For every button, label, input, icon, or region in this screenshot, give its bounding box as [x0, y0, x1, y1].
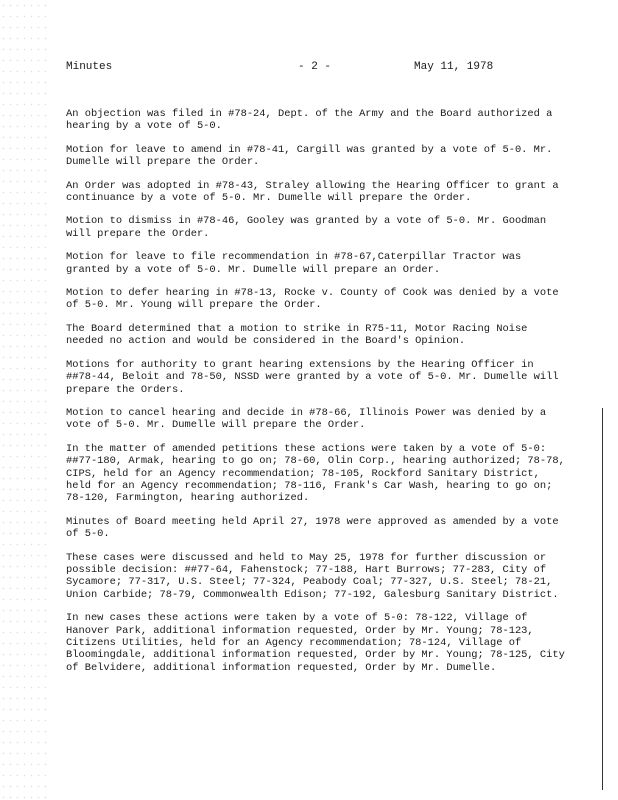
paragraph-4: Motion to dismiss in #78-46, Gooley was granted by a vote of 5-0. Mr. Goodman will prepare the Order.	[66, 215, 547, 240]
minutes-body	[66, 108, 571, 685]
paragraph-3: An Order was adopted in #78-43, Straley allowing the Hearing Officer to grant a continuance by a vote of 5-0. Mr. Dumelle will prepare the Order.	[66, 179, 559, 205]
paragraph-11: Minutes of Board meeting held April 27, 1978 were approved as amended by a vote of 5-0.	[66, 515, 559, 541]
paragraph-6: Motion to defer hearing in #78-13, Rocke v. County of Cook was denied by a vote of 5-0. Mr. Young will prepare the Order.	[66, 287, 559, 312]
page-number: - 2 -	[298, 61, 332, 73]
paragraph-7: The Board determined that a motion to strike in R75-11, Motor Racing Noise needed no action and would be considered in the Board's Opinion.	[66, 322, 528, 348]
page-header	[66, 60, 506, 74]
paragraph-5: Motion for leave to file recommendation in #78-67,Caterpillar Tractor was granted by a vote of 5-0. Mr. Dumelle will prepare an Order.	[66, 251, 522, 276]
paragraph-2: Motion for leave to amend in #78-41, Cargill was granted by a vote of 5-0. Mr. Dumelle will prepare the Order.	[66, 143, 553, 169]
paragraph-13: In new cases these actions were taken by a vote of 5-0: 78-122, Village of Hanover Park, additional information requested, Order by Mr. Young; 78-123, Citizens Utilities, held for an Agency recommendation; 78-124, Village of Bloomingdale, additional information requested, Order by Mr. Young; 78-125, City of Belvidere, additional information requested, Order by Mr. Dumelle.	[66, 612, 565, 674]
header-title: Minutes	[66, 61, 113, 73]
paragraph-12: These cases were discussed and held to May 25, 1978 for further discussion or possible decision: ##77-64, Fahenstock; 77-188, Hart Burrows; 77-283, City of Sycamore; 77-317, U.S. Steel; 77-324, Peabody Coal; 77-327, U.S. Steel; 78-21, Union Carbide; 78-79, Commonwealth Edison; 77-192, Galesburg Sanitary District.	[66, 551, 559, 601]
paragraph-8: Motions for authority to grant hearing extensions by the Hearing Officer in ##78-44, Beloit and 78-50, NSSD were granted by a vote of 5-0. Mr. Dumelle will prepare the Orders.	[66, 358, 559, 396]
scan-edge-noise	[0, 0, 48, 800]
paragraph-1: An objection was filed in #78-24, Dept. of the Army and the Board authorized a hearing by a vote of 5-0.	[66, 108, 553, 133]
margin-rule	[602, 408, 603, 790]
header-date: May 11, 1978	[414, 61, 494, 73]
paragraph-10: In the matter of amended petitions these actions were taken by a vote of 5-0: ##77-180, Armak, hearing to go on; 78-60, Olin Corp., hearing authorized; 78-78, CIPS, held for an Agency recommendation; 78-105, Rockford Sanitary District, held for an Agency recommendation; 78-116, Frank's Car Wash, hearing to go on; 78-120, Farmington, hearing authorized.	[66, 442, 565, 505]
paragraph-9: Motion to cancel hearing and decide in #78-66, Illinois Power was denied by a vote of 5-0. Mr. Dumelle will prepare the Order.	[66, 406, 547, 432]
